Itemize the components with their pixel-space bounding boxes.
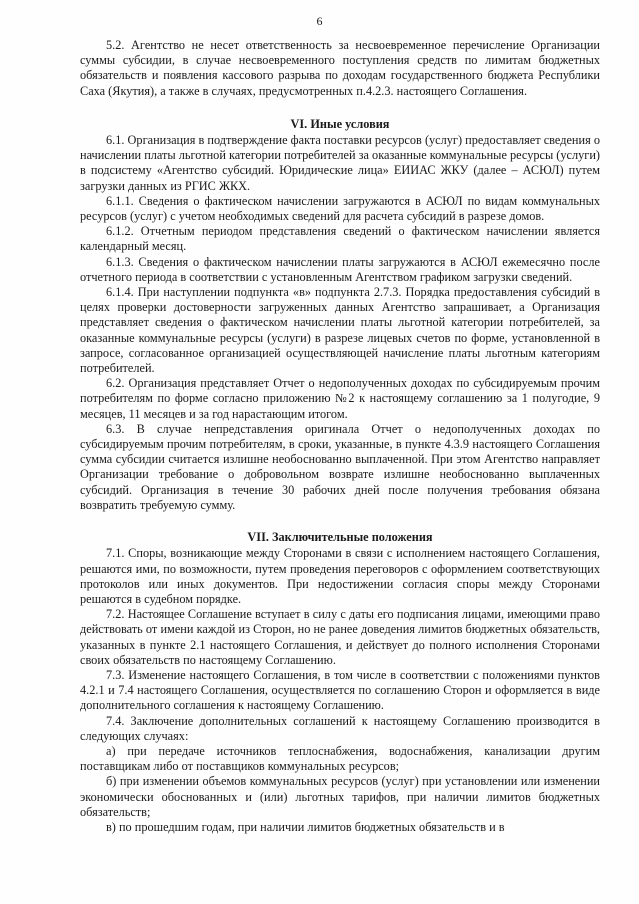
paragraph-6-1-3: 6.1.3. Сведения о фактическом начислении платы загружаются в АСЮЛ ежемесячно после отчетного периода в соответствии с установленным Агентством графиком загрузки сведений. — [80, 254, 600, 284]
page-number: 6 — [316, 14, 323, 28]
paragraph-6-1-1: 6.1.1. Сведения о фактическом начислении загружаются в АСЮЛ по видам коммунальных ресурсов (услуг) с учетом необходимых сведений для расчета субсидий в разрезе домов. — [80, 193, 600, 224]
paragraph-7-3: 7.3. Изменение настоящего Соглашения, в том числе в соответствии с положениями пунктов 4.2.1 и 7.4 настоящего Соглашения, осуществляется по соглашению Сторон и оформляется в виде дополнительного соглашения к настоящему Соглашению. — [80, 667, 600, 713]
paragraph-7-2: 7.2. Настоящее Соглашение вступает в силу с даты его подписания лицами, имеющими право действовать от имени каждой из Сторон, но не ранее доведения лимитов бюджетных обязательств, указанных в пункте 2.1 настоящего Соглашения, и действует до полного исполнения Сторонами своих обязательств по настоящему Соглашению. — [80, 607, 600, 667]
paragraph-6-2: 6.2. Организация представляет Отчет о недополученных доходах по субсидируемым прочим потребителям по форме согласно приложению №2 к настоящему соглашению за 1 полугодие, 9 месяцев, 11 месяцев и за год нарастающим итогом. — [80, 376, 600, 421]
paragraph-6-1-2: 6.1.2. Отчетным периодом представления сведений о фактическом начислении является календарный месяц. — [80, 224, 600, 254]
paragraph-7-1: 7.1. Споры, возникающие между Сторонами в связи с исполнением настоящего Соглашения, решаются ими, по возможности, путем проведения переговоров с оформлением соответствующих протоколов или иных документов. При недостижении согласия споры между Сторонами решаются в судебном порядке. — [80, 546, 600, 606]
paragraph-6-3: 6.3. В случае непредставления оригинала Отчет о недополученных доходах по субсидируемым прочим потребителям, в сроки, указанные, в пункте 4.3.9 настоящего Соглашения сумма субсидии считается излишне необоснованно выплаченной. При этом Агентство направляет Организации требование о добровольном возврате излишне необоснованно выплаченных субсидий. Организация в течение 30 рабочих дней после получения требования обязана возвратить требуемую сумму. — [80, 421, 600, 512]
paragraph-7-4: 7.4. Заключение дополнительных соглашений к настоящему Соглашению производится в следующих случаях: — [80, 713, 600, 743]
section-7-title: VII. Заключительные положения — [247, 530, 433, 545]
paragraph-5-2: 5.2. Агентство не несет ответственность за несвоевременное перечисление Организации суммы субсидии, в случае несвоевременного поступления средств по лимитам бюджетных обязательств и появления кассового разрыва по доходам государственного бюджета Республики Саха (Якутия), а также в случаях, предусмотренных п.4.2.3. настоящего Соглашения. — [80, 38, 600, 98]
document-body — [80, 38, 600, 835]
paragraph-7-4-b: б) при изменении объемов коммунальных ресурсов (услуг) при установлении или изменении экономически обоснованных и (или) льготных тарифов, при наличии лимитов бюджетных обязательств; — [80, 774, 600, 819]
paragraph-7-4-a: а) при передаче источников теплоснабжения, водоснабжения, канализации другим поставщикам либо от поставщиков коммунальных ресурсов; — [80, 743, 600, 774]
paragraph-7-4-v: в) по прошедшим годам, при наличии лимитов бюджетных обязательств и в — [106, 819, 505, 834]
section-6-title: VI. Иные условия — [290, 116, 390, 131]
paragraph-6-1-4: 6.1.4. При наступлении подпункта «в» подпункта 2.7.3. Порядка предоставления субсидий в целях проверки достоверности загруженных данных Агентство запрашивает, а Организация представляет сведения о фактическом начислении платы льготной категории потребителей, за оказанные коммунальные ресурсы (услуги) в разрезе лицевых счетов по форме, установленной в запросе, согласованное организацией осуществляющей начисление платы льготным категориям потребителей. — [80, 285, 600, 376]
paragraph-6-1: 6.1. Организация в подтверждение факта поставки ресурсов (услуг) предоставляет сведения о начислении платы льготной категории потребителей за оказанные коммунальные ресурсы (услуги) в подсистему «Агентство субсидий. Юридические лица» ЕИИАС ЖКУ (далее – АСЮЛ) путем загрузки данных из РГИС ЖКХ. — [80, 133, 600, 193]
